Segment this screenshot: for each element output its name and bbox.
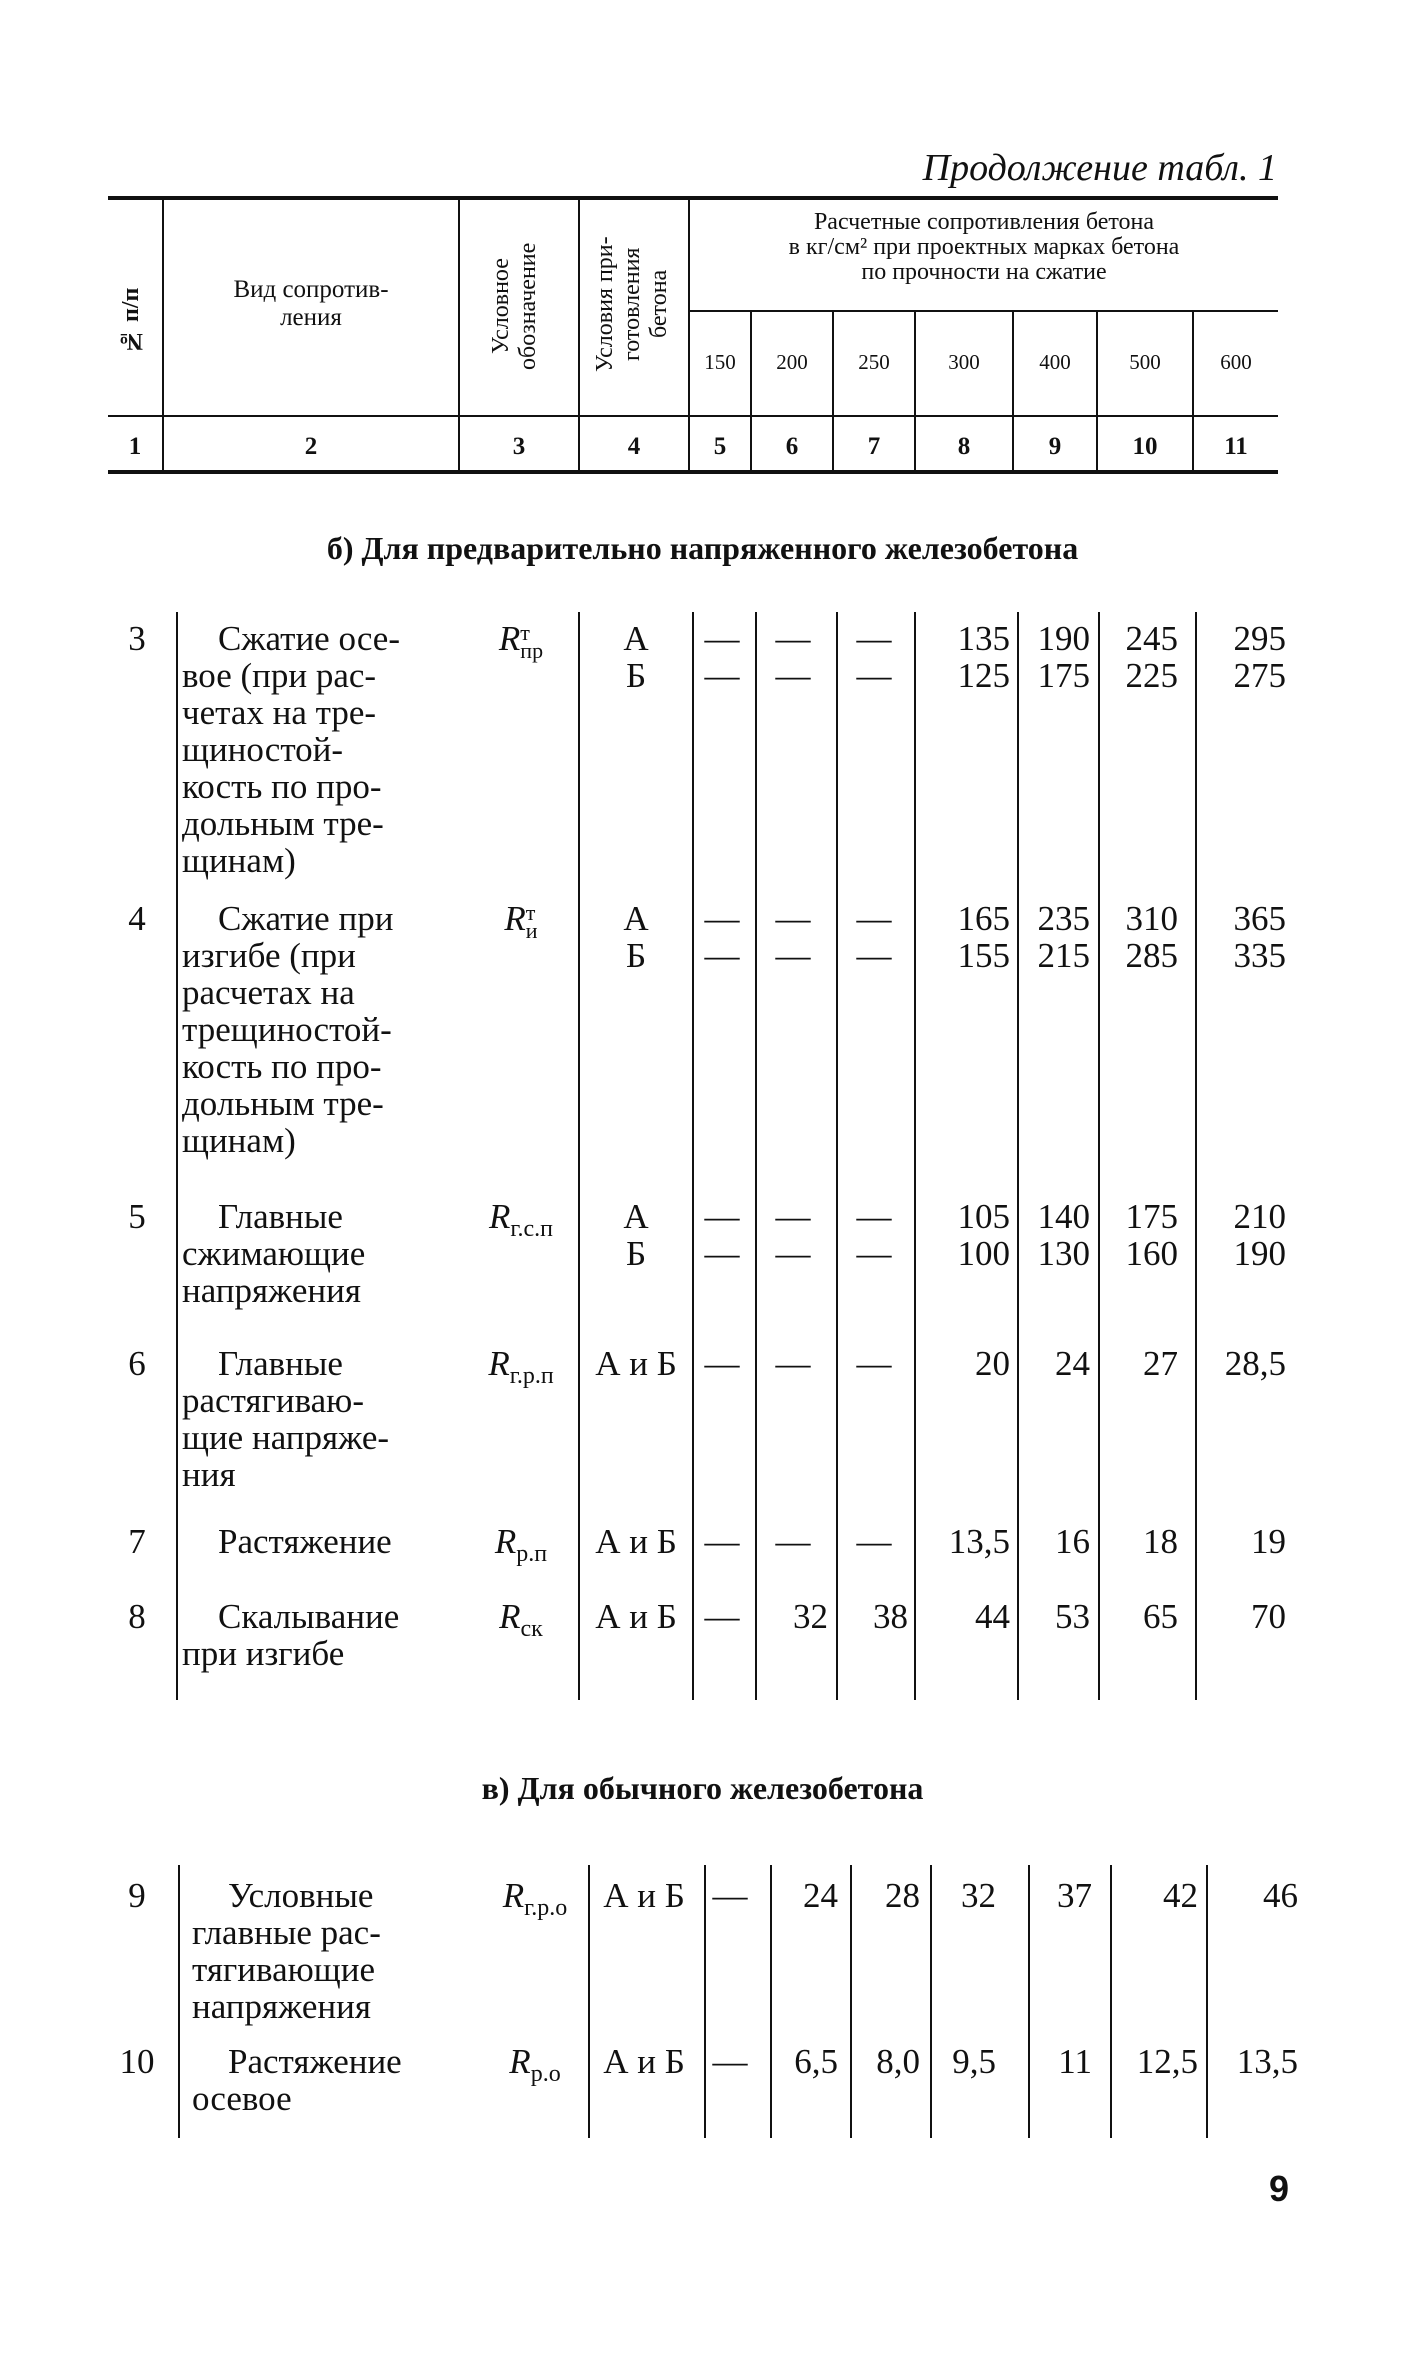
mark-label: 400 (1039, 350, 1071, 374)
resistance-symbol (462, 899, 580, 943)
symbol-superscript: т (525, 899, 536, 925)
resistance-value: 6,5 (794, 2042, 838, 2081)
preparation-conditions: А Б (623, 899, 649, 975)
symbol-subscript: пр (520, 637, 544, 663)
column-divider (755, 612, 757, 1700)
resistance-value: 65 (1143, 1597, 1178, 1636)
resistance-value: 140 130 (1037, 1197, 1090, 1273)
resistance-symbol (462, 1198, 580, 1240)
resistance-type: Условные главные рас- тягивающие напряжения (192, 1876, 381, 2026)
row-number: 6 (128, 1344, 146, 1383)
resistance-value: — — (704, 1197, 740, 1273)
resistance-value: 38 (873, 1597, 908, 1636)
resistance-value: 210 190 (1233, 1197, 1286, 1273)
column-number: 11 (1224, 433, 1248, 460)
resistance-value: 24 (1055, 1344, 1090, 1383)
row-number: 4 (128, 899, 146, 938)
resistance-symbol (480, 2043, 590, 2085)
symbol-letter: R (499, 1597, 521, 1636)
row-number: 7 (128, 1522, 146, 1561)
resistance-value: 245 225 (1125, 619, 1178, 695)
column-number: 10 (1132, 433, 1158, 460)
preparation-conditions: А Б (623, 1197, 649, 1273)
resistance-type: Скалывание при изгибе (182, 1597, 400, 1673)
mark-label: 150 (704, 350, 736, 374)
resistance-value: 8,0 (876, 2042, 920, 2081)
resistance-value: — — (856, 619, 892, 695)
resistance-value: — — (856, 1197, 892, 1273)
symbol-letter: R (488, 1344, 510, 1383)
header-numbers-rule (108, 415, 1278, 417)
resistance-value: 165 155 (957, 899, 1010, 975)
column-divider (178, 1865, 180, 2138)
resistance-value: — (712, 1876, 748, 1915)
resistance-value: — — (775, 1197, 811, 1273)
symbol-letter: R (494, 1522, 517, 1561)
resistance-symbol (462, 619, 580, 663)
resistance-value: — — (704, 899, 740, 975)
resistance-value: 12,5 (1136, 2042, 1198, 2081)
header-divider (458, 196, 460, 472)
resistance-value: 310 285 (1125, 899, 1178, 975)
header-symbol-column: Условное обозначение (488, 242, 541, 370)
resistance-value: — (704, 1344, 740, 1383)
resistance-value: — (704, 1597, 740, 1636)
row-number: 8 (128, 1597, 146, 1636)
symbol-subscript: г.р.п (509, 1363, 554, 1389)
resistance-value: — (712, 2042, 748, 2081)
symbol-letter: R (502, 1876, 525, 1915)
resistance-value: — — (704, 619, 740, 695)
preparation-conditions: А и Б (603, 2042, 685, 2081)
resistance-value: — (775, 1522, 811, 1561)
symbol-letter: R (509, 2042, 531, 2081)
mark-label: 500 (1129, 350, 1161, 374)
preparation-conditions: А и Б (603, 1876, 685, 1915)
resistance-type: Растяжение осевое (192, 2042, 402, 2118)
resistance-value: — — (856, 899, 892, 975)
resistance-symbol (462, 1345, 580, 1387)
resistance-value: — (775, 1344, 811, 1383)
resistance-value: 37 (1057, 1876, 1092, 1915)
resistance-value: 13,5 (1236, 2042, 1298, 2081)
preparation-conditions: А Б (623, 619, 649, 695)
symbol-subscript: р.п (516, 1541, 548, 1567)
resistance-type: Растяжение (218, 1522, 392, 1561)
resistance-value: 70 (1251, 1597, 1286, 1636)
header-resistance-type-column: Вид сопротив- ления (233, 276, 389, 331)
header-divider (578, 196, 580, 472)
row-number: 10 (119, 2042, 155, 2081)
resistance-type: Главные растягиваю- щие напряже- ния (182, 1344, 390, 1494)
section-c-title: в) Для обычного железобетона (481, 1770, 924, 1806)
column-number: 6 (785, 433, 799, 460)
resistance-value: 46 (1263, 1876, 1298, 1915)
symbol-subscript: г.р.о (524, 1895, 568, 1921)
column-divider (176, 612, 178, 1700)
symbol-subscript: и (525, 917, 538, 943)
header-conditions-column: Условия при- готовления бетона (592, 236, 672, 372)
resistance-value: 13,5 (948, 1522, 1010, 1561)
resistance-value: 18 (1143, 1522, 1178, 1561)
resistance-value: 32 (961, 1876, 996, 1915)
symbol-subscript: р.о (530, 2061, 561, 2087)
column-divider (1017, 612, 1019, 1700)
header-bottom-rule (108, 470, 1278, 474)
symbol-subscript: г.с.п (510, 1216, 554, 1242)
row-number: 3 (128, 619, 146, 658)
symbol-indices (525, 899, 538, 943)
mark-label: 250 (858, 350, 890, 374)
symbol-letter: R (488, 1197, 511, 1236)
symbol-indices (520, 619, 544, 663)
resistance-value: 28 (885, 1876, 920, 1915)
resistance-value: 190 175 (1037, 619, 1090, 695)
page-number: 9 (1268, 2168, 1289, 2209)
resistance-value: 16 (1055, 1522, 1090, 1561)
resistance-symbol (480, 1877, 590, 1919)
mark-label: 300 (948, 350, 980, 374)
resistance-value: 20 (975, 1344, 1010, 1383)
symbol-letter: R (504, 899, 526, 938)
symbol-superscript: т (520, 619, 530, 645)
column-number: 7 (867, 433, 881, 460)
resistance-value: 28,5 (1224, 1344, 1286, 1383)
column-number: 5 (713, 433, 727, 460)
column-divider (704, 1865, 706, 2138)
resistance-value: 235 215 (1037, 899, 1090, 975)
mark-label: 600 (1220, 350, 1252, 374)
resistance-symbol (462, 1598, 580, 1640)
column-divider (836, 612, 838, 1700)
resistance-value: 44 (975, 1597, 1010, 1636)
resistance-value: — — (775, 899, 811, 975)
resistance-value: 27 (1143, 1344, 1178, 1383)
section-b-title: б) Для предварительно напряженного железобетона (326, 530, 1079, 566)
resistance-value: 19 (1251, 1522, 1286, 1561)
header-number-column: № п/п (118, 287, 144, 355)
header-divider (162, 196, 164, 472)
preparation-conditions: А и Б (595, 1522, 677, 1561)
column-number: 2 (304, 433, 318, 460)
resistance-value: 295 275 (1233, 619, 1286, 695)
resistance-value: 53 (1055, 1597, 1090, 1636)
row-number: 9 (128, 1876, 146, 1915)
column-number: 1 (128, 433, 142, 460)
resistance-type: Сжатие осе- вое (при рас- четах на тре- щиностой- кость по про- дольным тре- щинам) (182, 619, 400, 880)
header-top-rule (108, 196, 1278, 200)
resistance-value: — (704, 1522, 740, 1561)
table-header (108, 196, 1278, 474)
resistance-value: 42 (1163, 1876, 1198, 1915)
row-number: 5 (128, 1197, 146, 1236)
preparation-conditions: А и Б (595, 1597, 677, 1636)
resistance-value: 175 160 (1125, 1197, 1178, 1273)
column-number: 8 (957, 433, 971, 460)
column-number: 3 (512, 433, 526, 460)
resistance-symbol (462, 1523, 580, 1565)
column-divider (1195, 612, 1197, 1700)
column-number: 9 (1048, 433, 1062, 460)
resistance-value: 24 (803, 1876, 838, 1915)
symbol-subscript: ск (520, 1616, 543, 1642)
resistance-value: 365 335 (1233, 899, 1286, 975)
resistance-value: 32 (793, 1597, 828, 1636)
symbol-letter: R (498, 619, 521, 658)
resistance-value: 11 (1058, 2042, 1092, 2081)
resistance-value: — (856, 1344, 892, 1383)
resistance-value: — — (775, 619, 811, 695)
mark-label: 200 (776, 350, 808, 374)
resistance-value: 135 125 (957, 619, 1010, 695)
header-marks-rule (688, 310, 1278, 312)
resistance-value: 105 100 (957, 1197, 1010, 1273)
resistance-type: Сжатие при изгибе (при расчетах на трещиностой- кость по про- дольным тре- щинам) (182, 899, 394, 1160)
column-number: 4 (627, 433, 641, 460)
resistance-value: 9,5 (952, 2042, 996, 2081)
preparation-conditions: А и Б (595, 1344, 677, 1383)
header-resistance-group: Расчетные сопротивления бетона в кг/см² при проектных марках бетона по прочности на сжатие (788, 209, 1180, 285)
resistance-type: Главные сжимающие напряжения (182, 1197, 366, 1310)
table-continuation-caption: Продолжение табл. 1 (922, 147, 1277, 189)
column-divider (914, 612, 916, 1700)
resistance-value: — (856, 1522, 892, 1561)
